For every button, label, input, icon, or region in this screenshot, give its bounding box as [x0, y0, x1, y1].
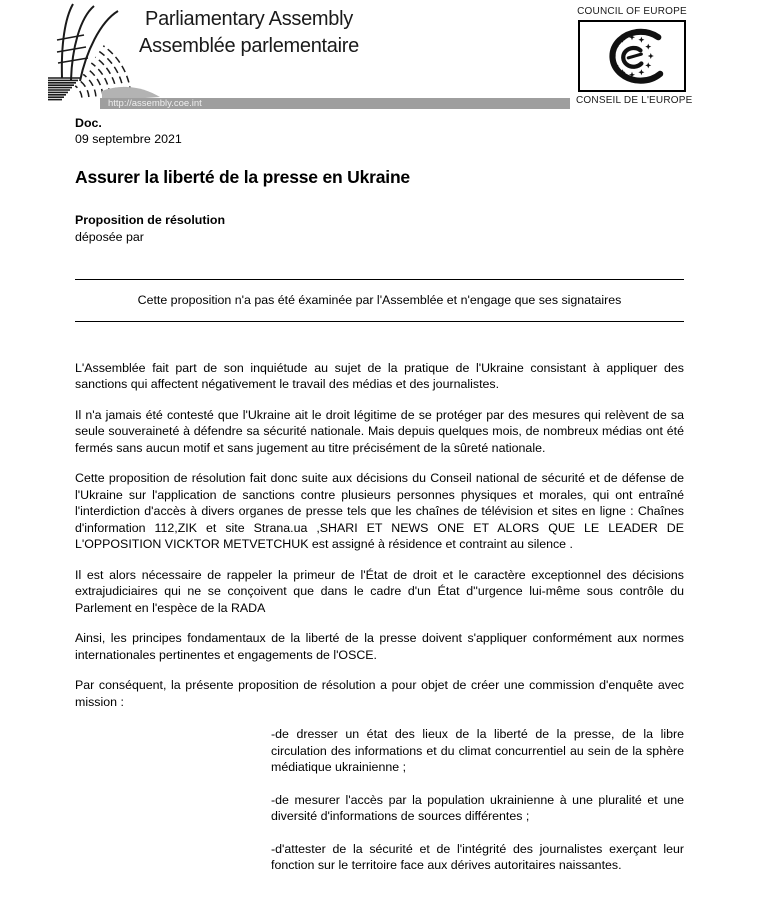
document-title: Assurer la liberté de la presse en Ukraine	[75, 167, 410, 187]
mission-item-journalist-safety: -d'attester de la sécurité et de l'intégrité des journalistes exerçant leur fonction sur le territoire face aux dérives autoritaires naissantes.	[271, 841, 684, 872]
council-of-europe-block	[576, 6, 693, 106]
council-of-europe-logo	[578, 20, 686, 92]
document-subtitle	[75, 212, 684, 245]
paragraph-commission-purpose: Par conséquent, la présente proposition de résolution a pour objet de créer une commission d'enquête avec mission :	[75, 678, 684, 709]
mission-list	[75, 726, 684, 874]
notice-box	[75, 279, 684, 322]
paragraph-rule-of-law: Il est alors nécessaire de rappeler la primeur de l'État de droit et le caractère exceptionnel des décisions extrajudiciaires qui ne se conçoivent que dans le cadre d'un État d''urgence lui-même sous contrôle du Parlement en l'espèce de la RADA	[75, 567, 684, 615]
assembly-name-en: Parliamentary Assembly	[145, 8, 353, 30]
notice-text: Cette proposition n'a pas été éxaminée par l'Assemblée et n'engage que ses signataires	[137, 293, 622, 307]
doc-meta	[75, 115, 684, 147]
doc-number-label: Doc.	[75, 116, 102, 130]
document-type: Proposition de résolution	[75, 213, 226, 227]
paragraph-osce-principles: Ainsi, les principes fondamentaux de la liberté de la presse doivent s'appliquer conformément aux normes internationales pertinentes et engagements de l'OSCE.	[75, 631, 684, 662]
assembly-name	[116, 6, 382, 60]
document-body	[75, 115, 684, 874]
assembly-url-link[interactable]: http://assembly.coe.int	[108, 98, 202, 109]
paragraph-sovereignty: Il n'a jamais été contesté que l'Ukraine ait le droit légitime de se protéger par des mesures qui relèvent de sa seule souveraineté à défendre sa sécurité nationale. Mais depuis quelques mois, de nombreux médias ont été fermés sans aucun motif et sans jugement au titre précisément de la sûreté nationale.	[75, 407, 684, 455]
council-label-en: COUNCIL OF EUROPE	[577, 6, 687, 17]
deposited-by: déposée par	[75, 229, 144, 244]
url-bar	[100, 98, 570, 109]
paragraph-sanctions-decisions: Cette proposition de résolution fait donc suite aux décisions du Conseil national de sécurité et de défense de l'Ukraine sur l'application de sanctions contre plusieurs personnes physiques et morales, qui ont entraîné l'interdiction d'accès à divers organes de presse tels que les chaînes de télévision et sites en ligne : Chaînes d'information 112,ZIK et site Strana.ua ,SHARI ET NEWS ONE ET ALORS QUE LE LEADER DE L'OPPOSITION VICKTOR METVETCHUK est assigné à résidence et contraint au silence .	[75, 471, 684, 551]
mission-item-press-freedom-overview: -de dresser un état des lieux de la liberté de la presse, de la libre circulation des informations et du climat concurrentiel au sein de la sphère médiatique ukrainienne ;	[271, 727, 684, 774]
assembly-name-fr: Assemblée parlementaire	[139, 35, 359, 57]
paragraph-concern: L'Assemblée fait part de son inquiétude au sujet de la pratique de l'Ukraine consistant à appliquer des sanctions qui affectent négativement le travail des médias et des journalistes.	[75, 360, 684, 391]
mission-item-information-access: -de mesurer l'accès par la population ukrainienne à une pluralité et une diversité d'informations de sources différentes ;	[271, 792, 684, 823]
council-label-fr: CONSEIL DE L'EUROPE	[576, 95, 693, 106]
coe-e-stars-icon	[582, 25, 682, 87]
doc-date: 09 septembre 2021	[75, 132, 182, 146]
